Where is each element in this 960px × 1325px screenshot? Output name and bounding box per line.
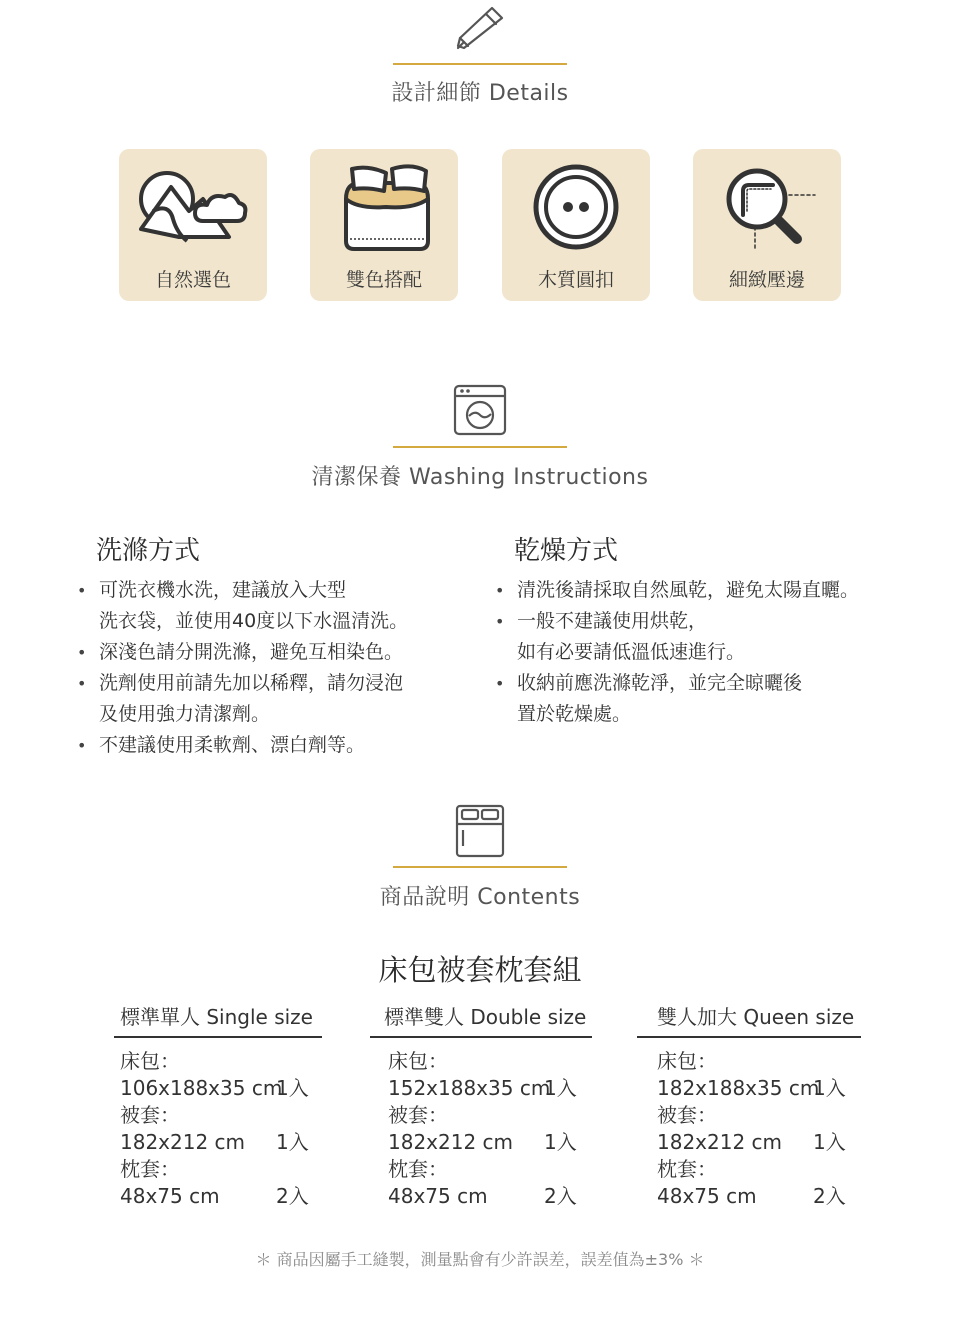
- size-heading: 標準雙人 Double size: [370, 1002, 592, 1038]
- size-column-single: [114, 1002, 322, 1210]
- pencil-icon: [454, 2, 508, 56]
- washing-machine-icon: [453, 384, 507, 440]
- dry-list: [495, 575, 925, 730]
- detail-label: 細緻壓邊: [728, 269, 805, 291]
- detail-label: 自然選色: [154, 269, 231, 291]
- list-item: • 可洗衣機水洗，建議放入大型 洗衣袋，並使用40度以下水溫清洗。: [77, 575, 497, 637]
- detail-label: 雙色搭配: [345, 269, 422, 291]
- wash-list: [77, 575, 497, 761]
- bed-icon: [455, 804, 505, 862]
- spec-row: 48x75 cm 2入: [120, 1184, 309, 1208]
- detail-card-natural-color: [119, 149, 267, 301]
- washing-divider: [393, 446, 567, 448]
- list-item: • 一般不建議使用烘乾， 如有必要請低溫低速進行。: [495, 606, 925, 668]
- details-title: 設計細節 Details: [391, 81, 569, 106]
- footnote: ＊ 商品因屬手工縫製，測量點會有少許誤差，誤差值為±3% ＊: [255, 1250, 705, 1269]
- set-title: 床包被套枕套組: [378, 953, 582, 987]
- list-item: • 收納前應洗滌乾淨，並完全晾曬後 置於乾燥處。: [495, 668, 925, 730]
- spec-label: 床包：: [388, 1049, 448, 1073]
- detail-card-wood-button: [502, 149, 650, 301]
- details-divider: [393, 63, 567, 65]
- bedding-two-tone-icon: [324, 159, 444, 259]
- contents-title: 商品說明 Contents: [379, 885, 581, 910]
- detail-label: 木質圓扣: [537, 269, 614, 291]
- spec-row: 182x212 cm 1入: [388, 1130, 577, 1154]
- spec-row: 48x75 cm 2入: [388, 1184, 577, 1208]
- list-item: • 不建議使用柔軟劑、漂白劑等。: [77, 730, 497, 761]
- contents-divider: [393, 866, 567, 868]
- spec-row: 152x188x35 cm 1入: [388, 1076, 577, 1100]
- spec-label: 枕套：: [388, 1157, 448, 1181]
- washing-title: 清潔保養 Washing Instructions: [311, 465, 649, 490]
- detail-card-stitching: [693, 149, 841, 301]
- nature-landscape-icon: [133, 159, 253, 259]
- spec-row: 182x212 cm 1入: [120, 1130, 309, 1154]
- wooden-button-icon: [516, 159, 636, 259]
- spec-label: 被套：: [388, 1103, 448, 1127]
- size-heading: 雙人加大 Queen size: [637, 1002, 861, 1038]
- size-heading: 標準單人 Single size: [114, 1002, 322, 1038]
- wash-heading: 洗滌方式: [96, 536, 201, 566]
- spec-label: 床包：: [120, 1049, 180, 1073]
- list-item: • 清洗後請採取自然風乾，避免太陽直曬。: [495, 575, 925, 606]
- spec-row: 48x75 cm 2入: [657, 1184, 846, 1208]
- size-column-queen: [637, 1002, 861, 1210]
- list-item: • 洗劑使用前請先加以稀釋，請勿浸泡 及使用強力清潔劑。: [77, 668, 497, 730]
- spec-label: 枕套：: [657, 1157, 717, 1181]
- dry-heading: 乾燥方式: [514, 536, 619, 566]
- spec-row: 106x188x35 cm 1入: [120, 1076, 309, 1100]
- magnifier-stitching-icon: [707, 159, 827, 259]
- spec-label: 枕套：: [120, 1157, 180, 1181]
- detail-card-two-tone: [310, 149, 458, 301]
- list-item: • 深淺色請分開洗滌，避免互相染色。: [77, 637, 497, 668]
- spec-label: 被套：: [120, 1103, 180, 1127]
- spec-row: 182x212 cm 1入: [657, 1130, 846, 1154]
- spec-label: 被套：: [657, 1103, 717, 1127]
- spec-label: 床包：: [657, 1049, 717, 1073]
- spec-row: 182x188x35 cm 1入: [657, 1076, 846, 1100]
- size-column-double: [370, 1002, 592, 1210]
